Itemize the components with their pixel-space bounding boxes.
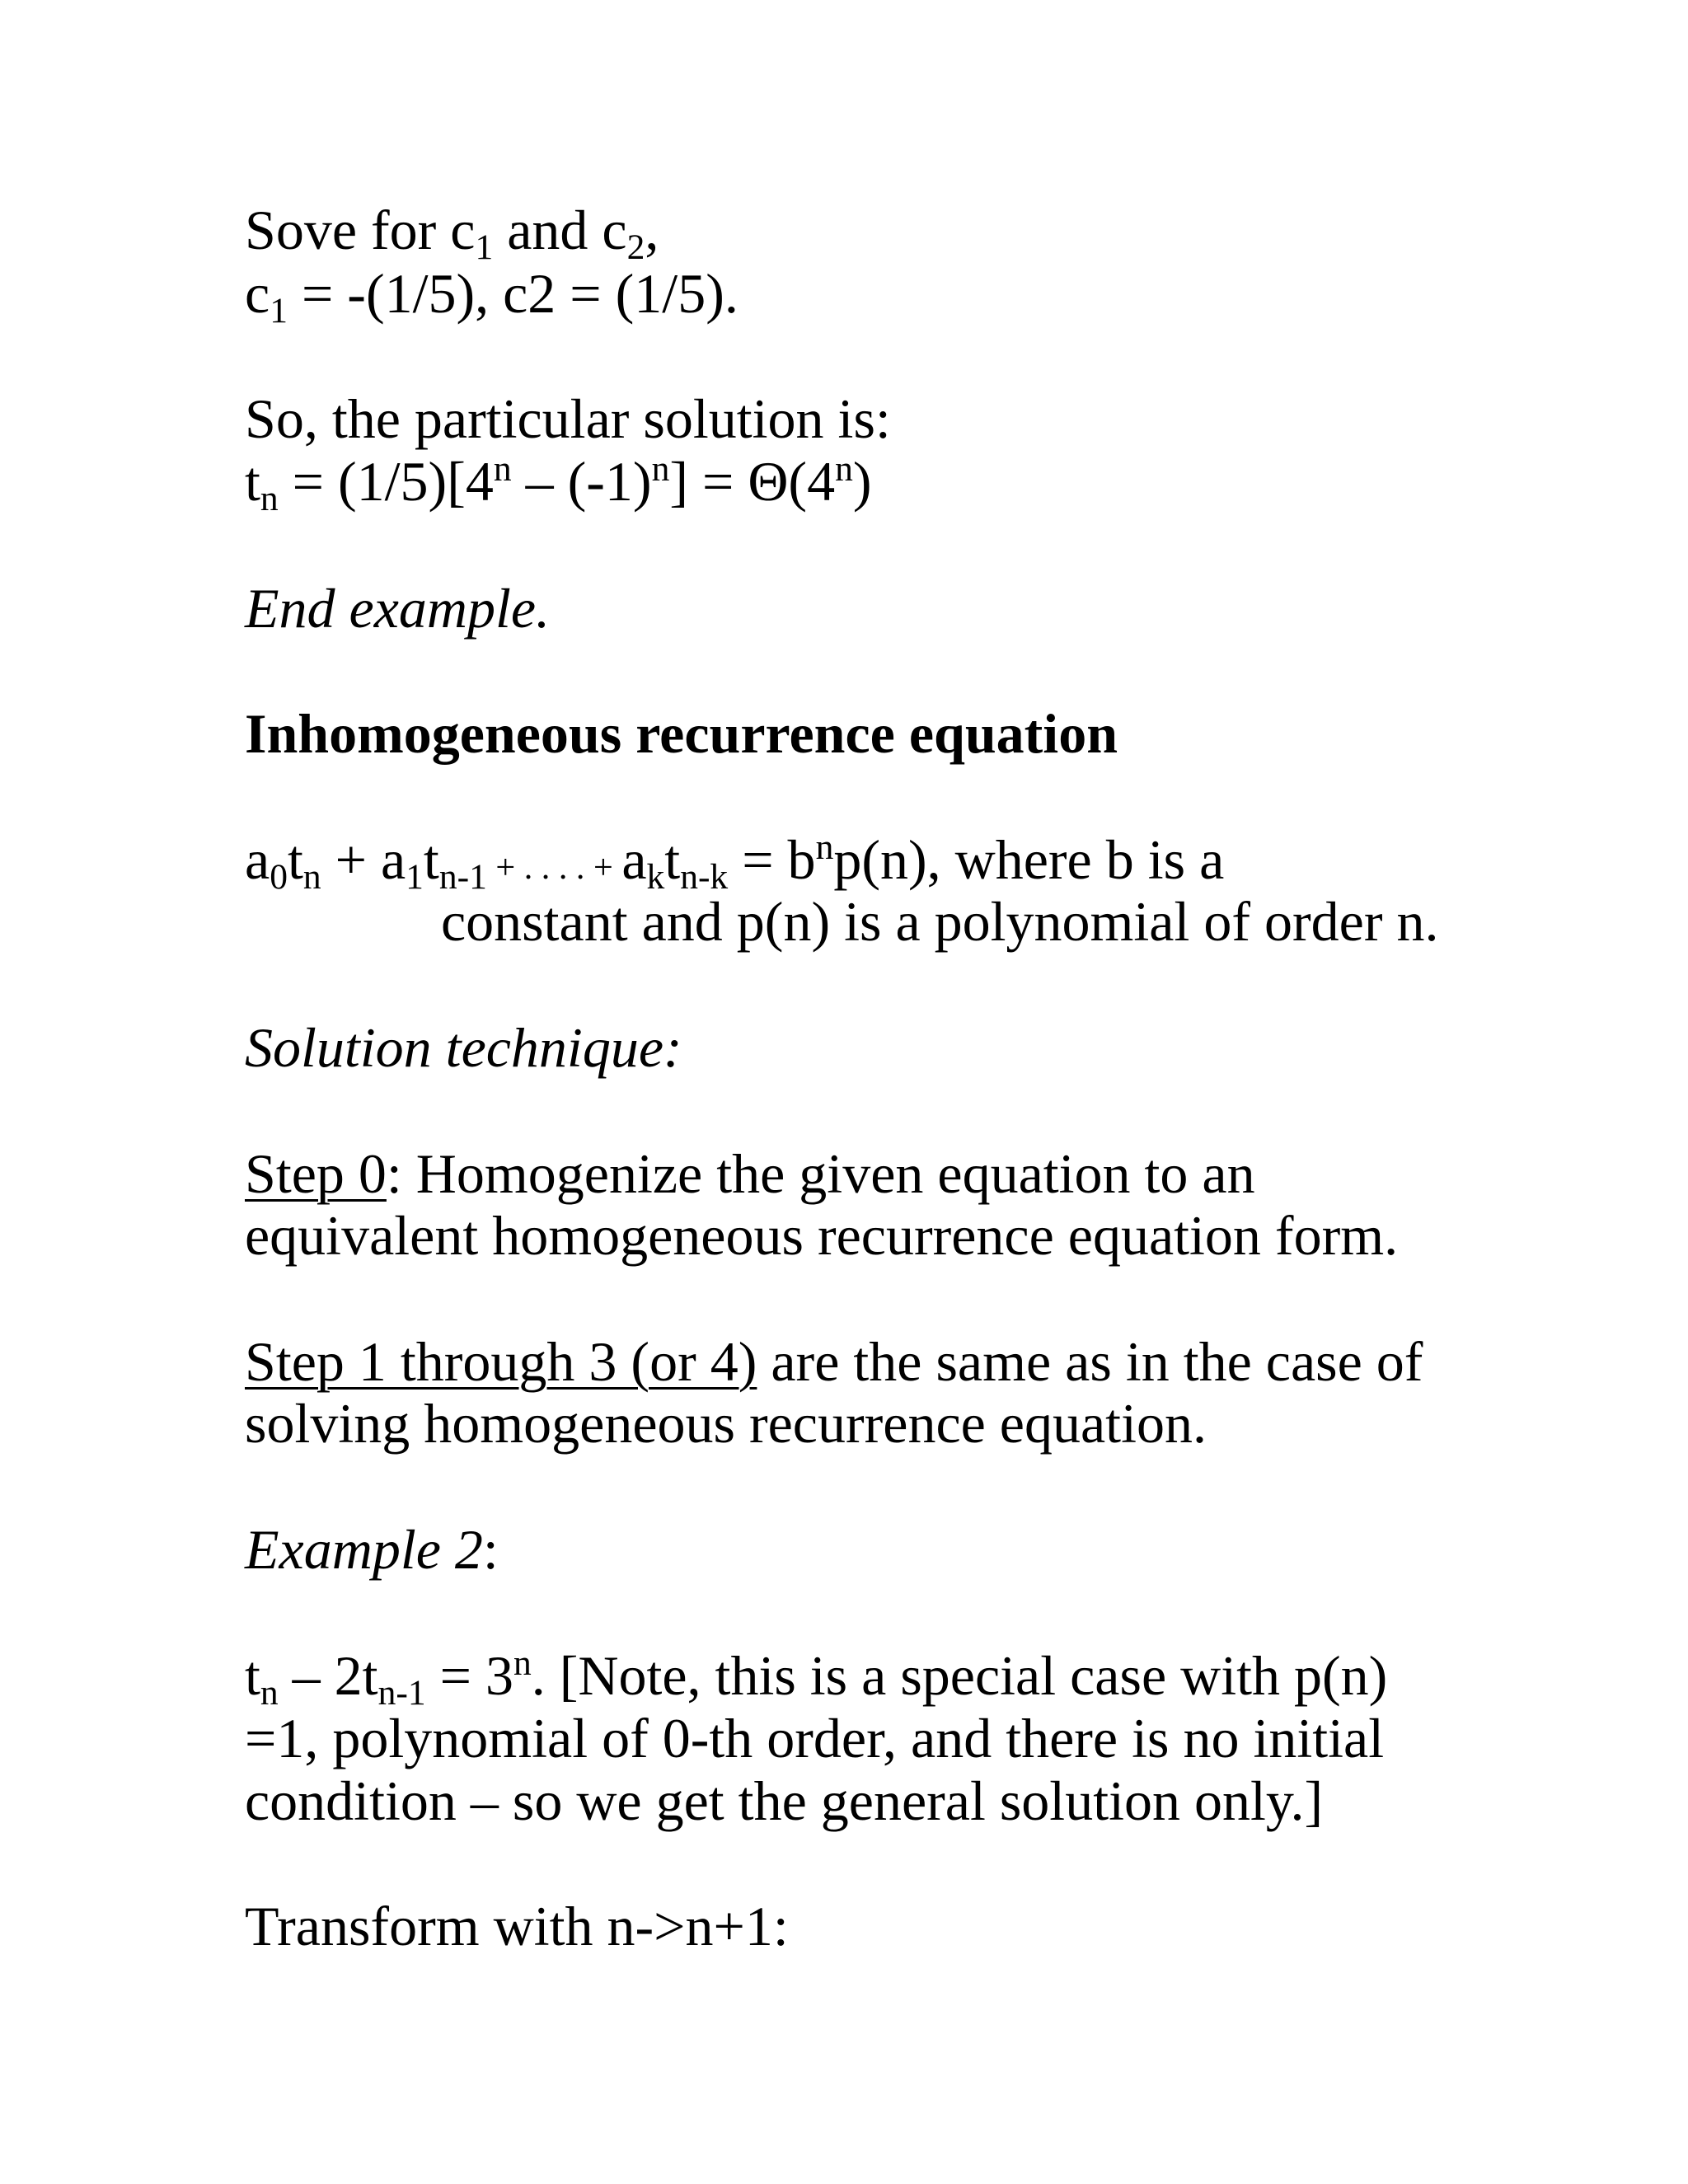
- step-0-line-2: equivalent homogeneous recurrence equation form.: [245, 1204, 1399, 1267]
- text: and c: [493, 199, 627, 261]
- step-0-line-1: [245, 1142, 1255, 1205]
- constants-line: [245, 262, 738, 331]
- text: are the same as in the case of: [757, 1330, 1423, 1393]
- superscript: n: [493, 449, 512, 490]
- text: t: [245, 1644, 260, 1707]
- step-1-3-line-1: [245, 1330, 1423, 1393]
- text: ,: [645, 199, 659, 261]
- subscript: n: [260, 1673, 279, 1713]
- text: t: [287, 828, 303, 891]
- text: – 2t: [278, 1644, 378, 1707]
- text: :: [482, 1518, 499, 1581]
- text: p(n), where b is a: [833, 828, 1225, 891]
- solve-for-line: [245, 199, 659, 268]
- general-equation-line-2: constant and p(n) is a polynomial of order n.: [441, 890, 1439, 953]
- text: : Homogenize the given equation to an: [386, 1142, 1255, 1205]
- transform-line: Transform with n->n+1:: [245, 1895, 789, 1957]
- text: ] = Θ(4: [669, 450, 836, 513]
- end-example: End example.: [245, 577, 551, 640]
- section-heading: Inhomogeneous recurrence equation: [245, 702, 1118, 765]
- subscript: 1: [270, 291, 288, 331]
- step-1-3-label: Step 1 through 3 (or 4): [245, 1330, 757, 1393]
- solution-technique-label: Solution technique:: [245, 1016, 682, 1079]
- text: = -(1/5), c2 = (1/5).: [287, 262, 738, 325]
- text: t: [245, 450, 260, 513]
- text: a: [621, 828, 647, 891]
- example-equation-line-1: [245, 1643, 1388, 1713]
- subscript: k: [646, 857, 665, 898]
- text: Sove for c: [245, 199, 476, 261]
- particular-solution-intro: So, the particular solution is:: [245, 387, 891, 450]
- ellipsis: + . . . . +: [486, 848, 622, 887]
- superscript: n: [651, 449, 670, 490]
- example-2-label: [245, 1518, 499, 1581]
- superscript: n: [513, 1643, 532, 1684]
- subscript: 2: [626, 227, 645, 268]
- subscript: 0: [270, 857, 288, 898]
- subscript: 1: [475, 227, 494, 268]
- subscript: n-1: [377, 1673, 426, 1713]
- text: a: [245, 828, 270, 891]
- subscript: n: [260, 479, 279, 519]
- text: t: [423, 828, 439, 891]
- subscript: n: [302, 857, 321, 898]
- subscript: n-1: [438, 857, 487, 898]
- general-equation-line-1: [245, 828, 1224, 899]
- example-note-line-2: =1, polynomial of 0-th order, and there is no initial: [245, 1707, 1385, 1769]
- text: ): [852, 450, 872, 513]
- text: – (-1): [511, 450, 652, 513]
- text: = b: [728, 828, 816, 891]
- example-note-line-3: condition – so we get the general solution only.]: [245, 1769, 1324, 1832]
- text: = (1/5)[4: [278, 450, 494, 513]
- text: = 3: [425, 1644, 513, 1707]
- text: . [Note, this is a special case with p(n): [531, 1644, 1388, 1707]
- text: c: [245, 262, 270, 325]
- text: Example 2: [245, 1518, 483, 1581]
- text: t: [664, 828, 681, 891]
- particular-solution-equation: [245, 449, 872, 519]
- subscript: 1: [406, 857, 424, 898]
- step-0-label: Step 0: [245, 1142, 387, 1205]
- subscript: n-k: [680, 857, 729, 898]
- step-1-3-line-2: solving homogeneous recurrence equation.: [245, 1392, 1207, 1455]
- text: + a: [321, 828, 406, 891]
- superscript: n: [815, 827, 834, 868]
- superscript: n: [835, 449, 853, 490]
